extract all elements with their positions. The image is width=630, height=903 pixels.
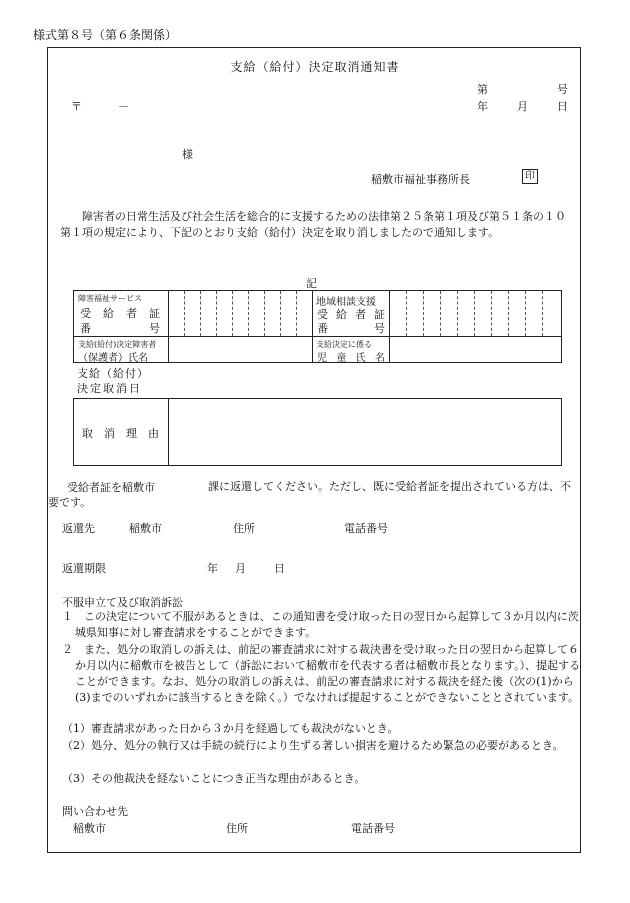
issuer-name: 稲敷市福祉事務所長 — [371, 173, 470, 186]
date-year: 年 — [477, 100, 488, 113]
return-dest-address: 住所 — [233, 522, 255, 535]
inquiry-phone: 電話番号 — [351, 822, 395, 835]
recipient-table — [73, 290, 562, 363]
document-title: 支給（給付）決定取消通知書 — [230, 60, 400, 74]
chiiki-label-main-char: 給 — [336, 308, 347, 321]
appeal-item-2: ２ また、処分の取消しの訴えは、前記の審査請求に対する裁決書を受け取った日の翌日から起算して６か月以内に稲敷市を被告として（訴訟において稲敷市を代表する者は稲敷市長となります。）、提起することができます。なお、処分の取消しの訴えは、前記の審査請求に対する裁決を経た後（次の(1)から(3)までのいずれかに該当するときを除く。）でなければ提起することができないこととされています。 — [62, 643, 581, 704]
jido-label-bottom-char: 童 — [336, 353, 347, 364]
return-deadline-month: 月 — [235, 562, 246, 575]
service-label-main-char: 証 — [149, 307, 160, 320]
service-label-main — [80, 305, 160, 321]
chiiki-label-main-char: 受 — [317, 308, 328, 321]
service-label-bottom-char: 号 — [149, 322, 160, 335]
jido-label-bottom-char: 児 — [317, 353, 327, 364]
service-label-main-char: 給 — [103, 307, 114, 320]
chiiki-label-bottom — [317, 320, 385, 336]
form-number-label: 様式第８号（第６条関係） — [33, 28, 178, 42]
jido-label-bottom — [317, 349, 385, 364]
chiiki-label-top: 地域相談支援 — [316, 297, 376, 308]
seal-mark: 印 — [522, 169, 538, 184]
doc-number-go: 号 — [557, 83, 568, 96]
date-month: 月 — [517, 100, 528, 113]
inquiry-label: 問い合わせ先 — [62, 805, 128, 818]
return-dest-phone: 電話番号 — [344, 522, 388, 535]
cancel-date-label-1: 支給（給付） — [77, 367, 149, 380]
ki-mark: 記 — [306, 277, 317, 290]
postal-mark: 〒 — [71, 100, 82, 113]
return-deadline-year: 年 — [207, 562, 218, 575]
return-deadline-day: 日 — [274, 562, 285, 575]
return-dest-city: 稲敷市 — [129, 522, 162, 535]
date-day: 日 — [557, 100, 568, 113]
return-text-1: 受給者証を稲敷市 — [67, 481, 155, 494]
appeal-condition-3: （3）その他裁決を経ないことにつき正当な理由があるとき。 — [62, 772, 366, 785]
reason-table — [73, 398, 562, 466]
recipient-suffix: 様 — [182, 148, 193, 161]
document-frame — [47, 47, 581, 853]
appeal-heading: 不服申立て及び取消訴訟 — [62, 596, 183, 609]
return-deadline-label: 返還期限 — [62, 562, 106, 575]
jido-label-bottom-char: 氏 — [355, 353, 366, 364]
chiiki-label-bottom-char: 番 — [317, 322, 328, 335]
chiiki-label-main-char: 証 — [374, 308, 385, 321]
doc-number-dai: 第 — [477, 83, 488, 96]
shogaisha-label-bottom: （保護者）氏名 — [78, 353, 148, 364]
service-label-main-char: 者 — [126, 307, 137, 320]
service-label-bottom-char: 番 — [80, 322, 91, 335]
service-label-main-char: 受 — [80, 307, 91, 320]
appeal-condition-1: （1）審査請求があった日から３か月を経過しても裁決がないとき。 — [62, 722, 399, 735]
chiiki-label-bottom-char: 号 — [374, 322, 385, 335]
service-label-top: 障害福祉サービス — [78, 294, 142, 303]
inquiry-city: 稲敷市 — [73, 822, 106, 835]
cancel-date-label-2: 決定取消日 — [77, 382, 142, 395]
chiiki-label-main-char: 者 — [355, 308, 366, 321]
jido-label-top: 支給決定に係る — [316, 340, 372, 349]
inquiry-address: 住所 — [226, 822, 248, 835]
intro-paragraph: 障害者の日常生活及び社会生活を総合的に支援するための法律第２５条第１項及び第５１条の１０第１項の規定により、下記のとおり支給（給付）決定を取り消しましたので通知します。 — [60, 210, 566, 239]
appeal-condition-2: （2）処分、処分の執行又は手続の続行により生ずる著しい損害を避けるため緊急の必要があるとき。 — [62, 739, 564, 752]
jido-label-bottom-char: 名 — [374, 353, 385, 364]
return-dest-label: 返還先 — [62, 522, 95, 535]
reason-label: 取 消 理 由 — [82, 427, 159, 440]
service-label-bottom — [80, 320, 160, 336]
shogaisha-label-top: 支給(給付)決定障害者 — [78, 340, 157, 349]
postal-dash: － — [118, 100, 129, 113]
return-text-2: 課に返還してください。ただし、既に受給者証を提出されている方は、不要です。 — [48, 480, 571, 509]
appeal-item-1: １ この決定について不服があるときは、この通知書を受け取った日の翌日から起算して３か月以内に茨城県知事に対し審査請求をすることができます。 — [62, 610, 579, 639]
